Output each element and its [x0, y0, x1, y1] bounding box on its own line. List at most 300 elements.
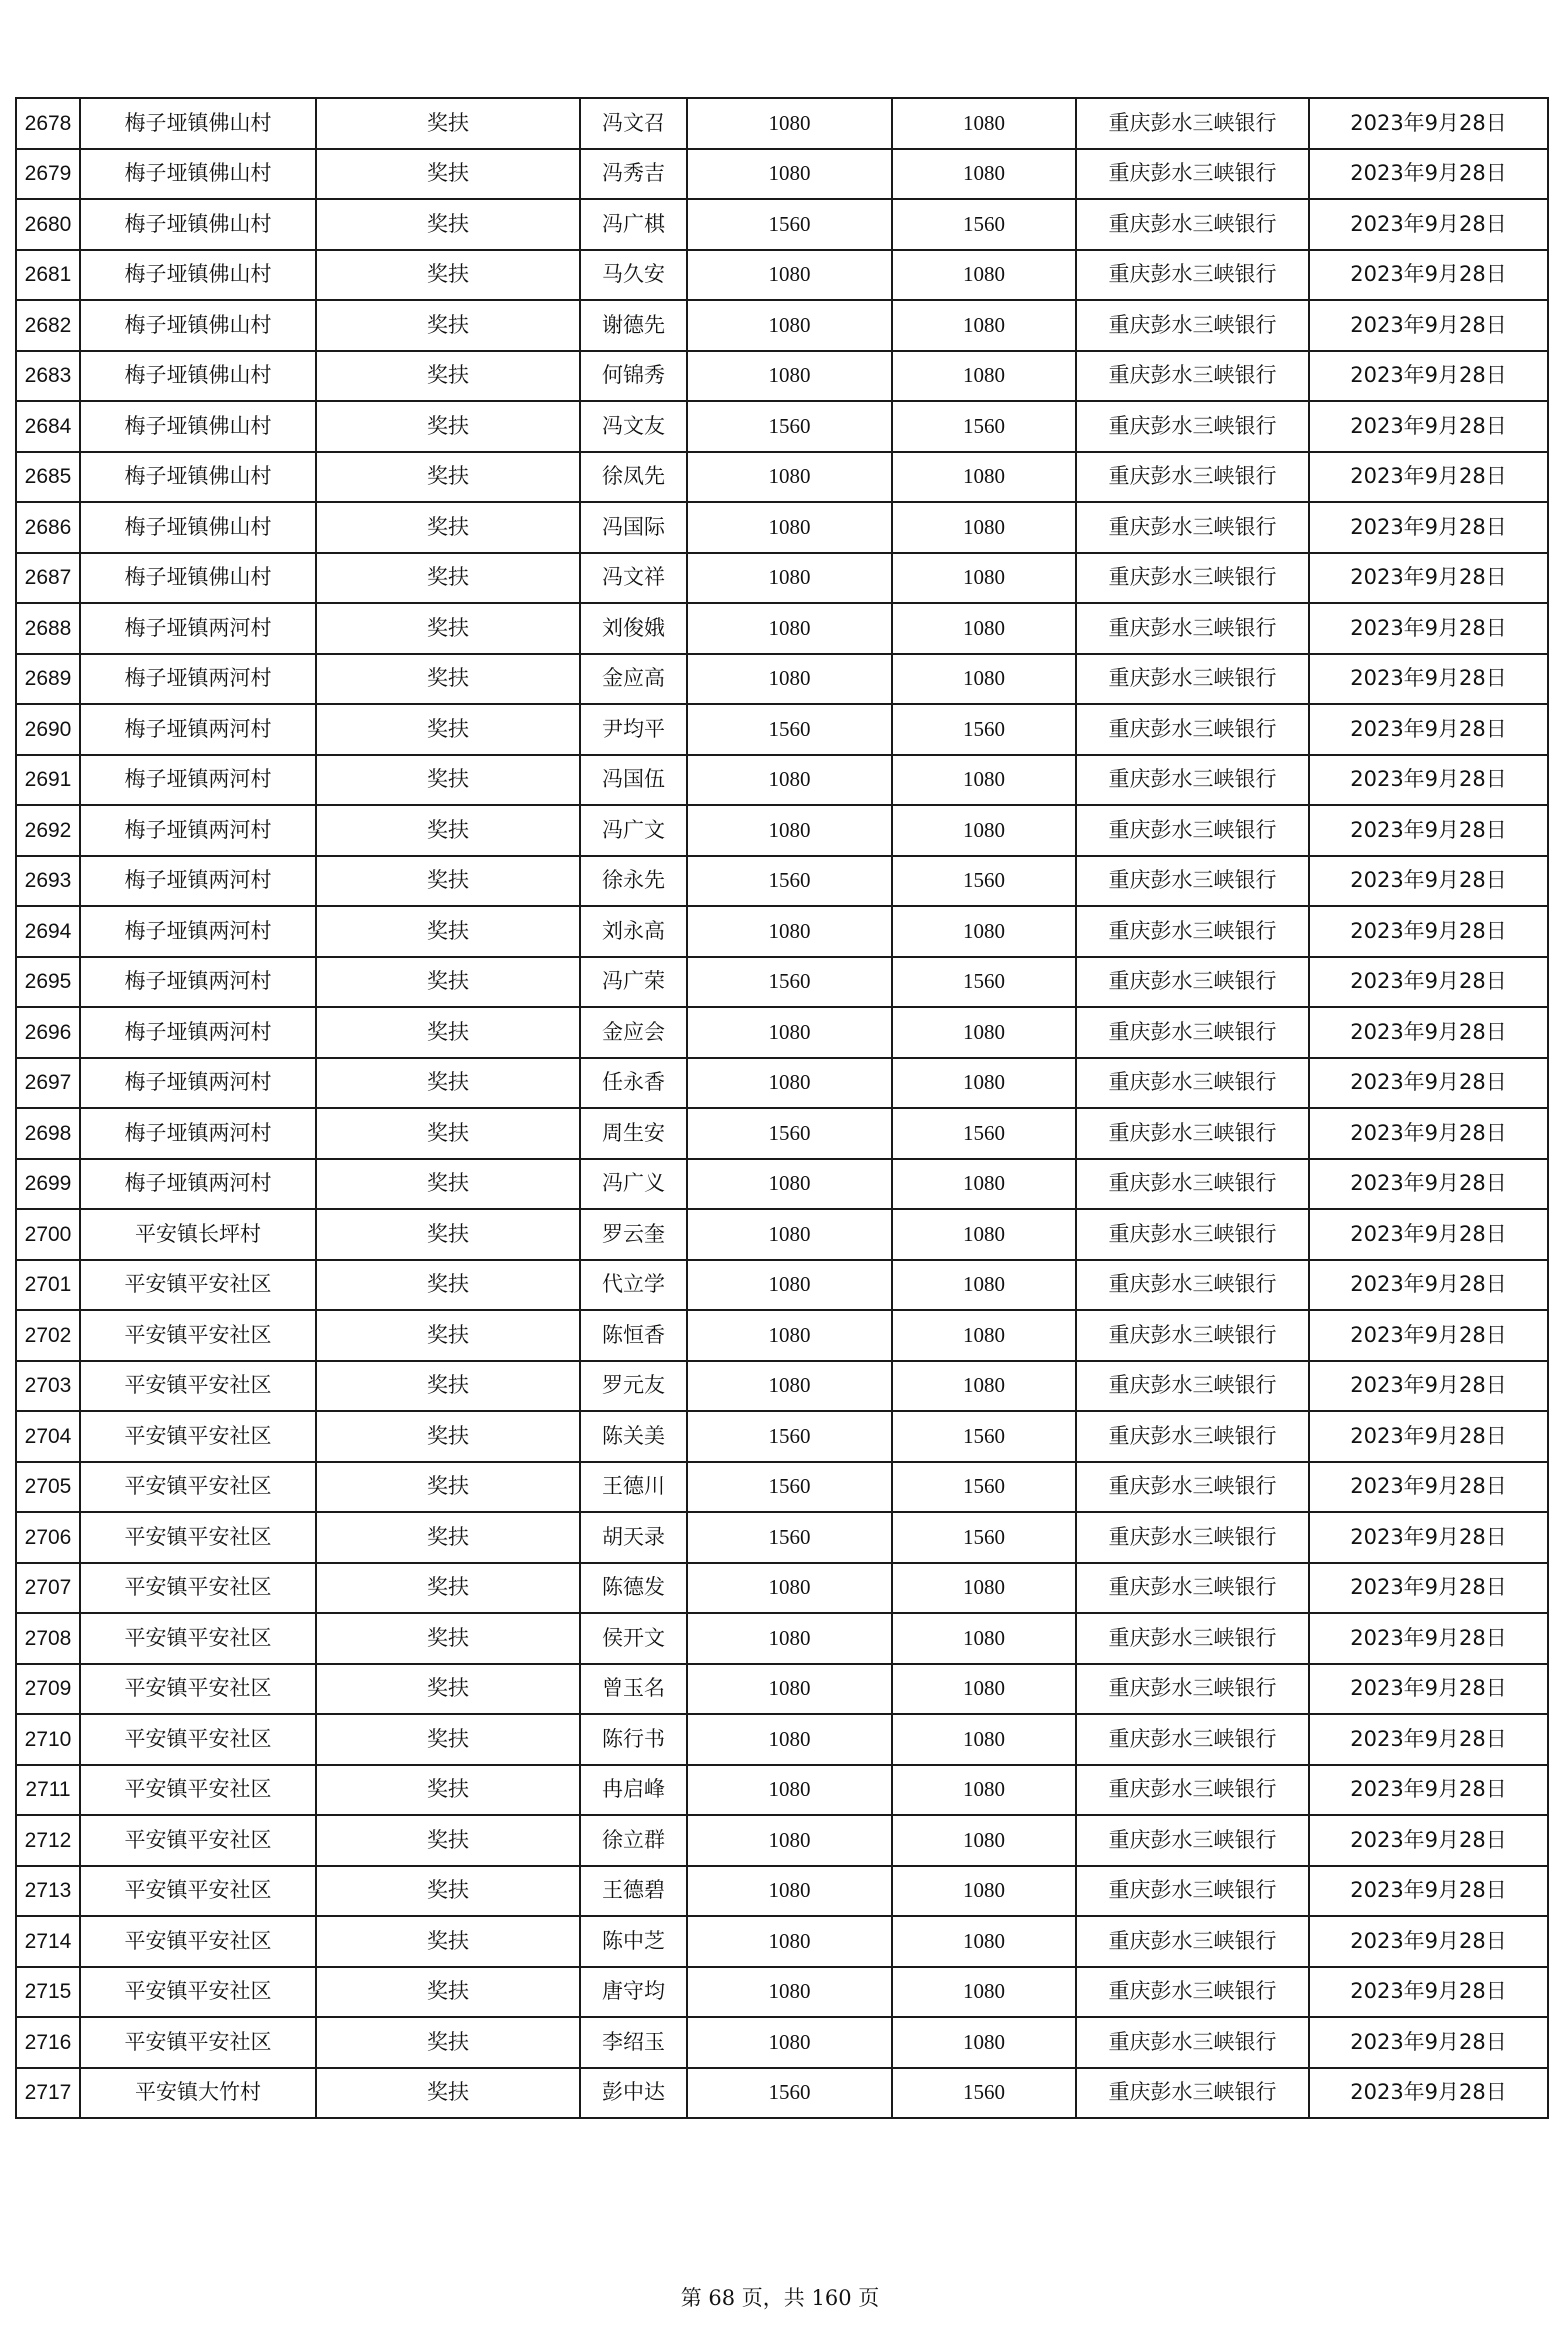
payment-date-cell: 2023年9月28日	[1309, 351, 1548, 402]
bank-cell: 重庆彭水三峡银行	[1076, 1866, 1309, 1917]
row-index-cell: 2686	[16, 502, 80, 553]
payment-table	[15, 97, 1549, 2119]
recipient-name-cell: 陈恒香	[580, 1310, 687, 1361]
paid-amount-cell: 1080	[892, 1209, 1076, 1260]
payment-date-cell: 2023年9月28日	[1309, 957, 1548, 1008]
paid-amount-cell: 1080	[892, 755, 1076, 806]
village-cell: 梅子垭镇两河村	[80, 1007, 316, 1058]
paid-amount-cell: 1080	[892, 98, 1076, 149]
payment-date-cell: 2023年9月28日	[1309, 1260, 1548, 1311]
subsidy-type-cell: 奖扶	[316, 957, 580, 1008]
paid-amount-cell: 1560	[892, 957, 1076, 1008]
paid-amount-cell: 1080	[892, 1664, 1076, 1715]
row-index-cell: 2703	[16, 1361, 80, 1412]
bank-cell: 重庆彭水三峡银行	[1076, 1462, 1309, 1513]
row-index-cell: 2715	[16, 1967, 80, 2018]
paid-amount-cell: 1080	[892, 1260, 1076, 1311]
paid-amount-cell: 1080	[892, 1714, 1076, 1765]
row-index-cell: 2714	[16, 1916, 80, 1967]
page-number-footer: 第 68 页，共 160 页	[680, 2286, 880, 2310]
village-cell: 梅子垭镇两河村	[80, 957, 316, 1008]
paid-amount-cell: 1080	[892, 1310, 1076, 1361]
subsidy-type-cell: 奖扶	[316, 1159, 580, 1210]
bank-cell: 重庆彭水三峡银行	[1076, 1007, 1309, 1058]
subsidy-type-cell: 奖扶	[316, 300, 580, 351]
paid-amount-cell: 1080	[892, 351, 1076, 402]
payment-date-cell: 2023年9月28日	[1309, 1967, 1548, 2018]
amount-cell: 1560	[687, 957, 892, 1008]
subsidy-type-cell: 奖扶	[316, 1512, 580, 1563]
amount-cell: 1080	[687, 1664, 892, 1715]
payment-date-cell: 2023年9月28日	[1309, 1411, 1548, 1462]
village-cell: 梅子垭镇两河村	[80, 906, 316, 957]
village-cell: 梅子垭镇两河村	[80, 654, 316, 705]
row-index-cell: 2710	[16, 1714, 80, 1765]
table-row	[16, 1613, 1548, 1664]
amount-cell: 1080	[687, 1967, 892, 2018]
paid-amount-cell: 1080	[892, 654, 1076, 705]
village-cell: 梅子垭镇佛山村	[80, 199, 316, 250]
row-index-cell: 2687	[16, 553, 80, 604]
bank-cell: 重庆彭水三峡银行	[1076, 1714, 1309, 1765]
table-row	[16, 1866, 1548, 1917]
bank-cell: 重庆彭水三峡银行	[1076, 1411, 1309, 1462]
amount-cell: 1080	[687, 502, 892, 553]
recipient-name-cell: 陈行书	[580, 1714, 687, 1765]
bank-cell: 重庆彭水三峡银行	[1076, 1058, 1309, 1109]
amount-cell: 1080	[687, 1815, 892, 1866]
amount-cell: 1080	[687, 1310, 892, 1361]
table-row	[16, 1664, 1548, 1715]
paid-amount-cell: 1560	[892, 1108, 1076, 1159]
table-row	[16, 603, 1548, 654]
village-cell: 平安镇平安社区	[80, 2017, 316, 2068]
payment-date-cell: 2023年9月28日	[1309, 1209, 1548, 1260]
table-row	[16, 1916, 1548, 1967]
amount-cell: 1560	[687, 401, 892, 452]
paid-amount-cell: 1560	[892, 199, 1076, 250]
subsidy-type-cell: 奖扶	[316, 1209, 580, 1260]
recipient-name-cell: 罗元友	[580, 1361, 687, 1412]
row-index-cell: 2717	[16, 2068, 80, 2119]
table-row	[16, 1411, 1548, 1462]
payment-date-cell: 2023年9月28日	[1309, 199, 1548, 250]
subsidy-type-cell: 奖扶	[316, 1967, 580, 2018]
amount-cell: 1080	[687, 2017, 892, 2068]
table-row	[16, 1361, 1548, 1412]
payment-date-cell: 2023年9月28日	[1309, 1664, 1548, 1715]
bank-cell: 重庆彭水三峡银行	[1076, 351, 1309, 402]
village-cell: 平安镇平安社区	[80, 1916, 316, 1967]
village-cell: 梅子垭镇两河村	[80, 704, 316, 755]
row-index-cell: 2689	[16, 654, 80, 705]
subsidy-type-cell: 奖扶	[316, 1866, 580, 1917]
subsidy-type-cell: 奖扶	[316, 1714, 580, 1765]
paid-amount-cell: 1080	[892, 1563, 1076, 1614]
amount-cell: 1080	[687, 1058, 892, 1109]
row-index-cell: 2690	[16, 704, 80, 755]
amount-cell: 1560	[687, 704, 892, 755]
payment-date-cell: 2023年9月28日	[1309, 1361, 1548, 1412]
subsidy-type-cell: 奖扶	[316, 1361, 580, 1412]
row-index-cell: 2680	[16, 199, 80, 250]
payment-date-cell: 2023年9月28日	[1309, 755, 1548, 806]
row-index-cell: 2688	[16, 603, 80, 654]
recipient-name-cell: 冉启峰	[580, 1765, 687, 1816]
paid-amount-cell: 1080	[892, 300, 1076, 351]
recipient-name-cell: 马久安	[580, 250, 687, 301]
bank-cell: 重庆彭水三峡银行	[1076, 1159, 1309, 1210]
amount-cell: 1560	[687, 1411, 892, 1462]
village-cell: 平安镇平安社区	[80, 1462, 316, 1513]
payment-date-cell: 2023年9月28日	[1309, 1815, 1548, 1866]
table-row	[16, 1058, 1548, 1109]
table-row	[16, 906, 1548, 957]
subsidy-type-cell: 奖扶	[316, 1058, 580, 1109]
paid-amount-cell: 1080	[892, 553, 1076, 604]
village-cell: 平安镇平安社区	[80, 1361, 316, 1412]
row-index-cell: 2700	[16, 1209, 80, 1260]
row-index-cell: 2702	[16, 1310, 80, 1361]
bank-cell: 重庆彭水三峡银行	[1076, 1310, 1309, 1361]
subsidy-type-cell: 奖扶	[316, 502, 580, 553]
subsidy-type-cell: 奖扶	[316, 1462, 580, 1513]
table-row	[16, 149, 1548, 200]
paid-amount-cell: 1560	[892, 1462, 1076, 1513]
recipient-name-cell: 冯广文	[580, 805, 687, 856]
recipient-name-cell: 陈中芝	[580, 1916, 687, 1967]
row-index-cell: 2713	[16, 1866, 80, 1917]
subsidy-type-cell: 奖扶	[316, 603, 580, 654]
amount-cell: 1080	[687, 1260, 892, 1311]
recipient-name-cell: 冯文祥	[580, 553, 687, 604]
amount-cell: 1560	[687, 199, 892, 250]
table-row	[16, 1310, 1548, 1361]
payment-date-cell: 2023年9月28日	[1309, 1007, 1548, 1058]
subsidy-type-cell: 奖扶	[316, 1765, 580, 1816]
recipient-name-cell: 唐守均	[580, 1967, 687, 2018]
row-index-cell: 2694	[16, 906, 80, 957]
table-row	[16, 1159, 1548, 1210]
row-index-cell: 2683	[16, 351, 80, 402]
paid-amount-cell: 1080	[892, 1058, 1076, 1109]
subsidy-type-cell: 奖扶	[316, 401, 580, 452]
paid-amount-cell: 1560	[892, 856, 1076, 907]
table-row	[16, 654, 1548, 705]
recipient-name-cell: 曾玉名	[580, 1664, 687, 1715]
bank-cell: 重庆彭水三峡银行	[1076, 755, 1309, 806]
village-cell: 平安镇平安社区	[80, 1512, 316, 1563]
subsidy-type-cell: 奖扶	[316, 149, 580, 200]
payment-date-cell: 2023年9月28日	[1309, 1512, 1548, 1563]
paid-amount-cell: 1560	[892, 401, 1076, 452]
row-index-cell: 2709	[16, 1664, 80, 1715]
payment-date-cell: 2023年9月28日	[1309, 906, 1548, 957]
payment-date-cell: 2023年9月28日	[1309, 452, 1548, 503]
village-cell: 平安镇平安社区	[80, 1310, 316, 1361]
bank-cell: 重庆彭水三峡银行	[1076, 199, 1309, 250]
paid-amount-cell: 1080	[892, 1815, 1076, 1866]
bank-cell: 重庆彭水三峡银行	[1076, 1613, 1309, 1664]
row-index-cell: 2716	[16, 2017, 80, 2068]
amount-cell: 1080	[687, 452, 892, 503]
bank-cell: 重庆彭水三峡银行	[1076, 1664, 1309, 1715]
bank-cell: 重庆彭水三峡银行	[1076, 149, 1309, 200]
village-cell: 平安镇平安社区	[80, 1714, 316, 1765]
amount-cell: 1080	[687, 1916, 892, 1967]
village-cell: 梅子垭镇佛山村	[80, 553, 316, 604]
table-row	[16, 1967, 1548, 2018]
payment-date-cell: 2023年9月28日	[1309, 1563, 1548, 1614]
amount-cell: 1080	[687, 149, 892, 200]
recipient-name-cell: 尹均平	[580, 704, 687, 755]
row-index-cell: 2693	[16, 856, 80, 907]
subsidy-type-cell: 奖扶	[316, 1310, 580, 1361]
subsidy-type-cell: 奖扶	[316, 2068, 580, 2119]
payment-date-cell: 2023年9月28日	[1309, 401, 1548, 452]
row-index-cell: 2678	[16, 98, 80, 149]
recipient-name-cell: 陈德发	[580, 1563, 687, 1614]
payment-date-cell: 2023年9月28日	[1309, 2017, 1548, 2068]
recipient-name-cell: 胡天录	[580, 1512, 687, 1563]
recipient-name-cell: 谢德先	[580, 300, 687, 351]
row-index-cell: 2706	[16, 1512, 80, 1563]
subsidy-type-cell: 奖扶	[316, 1916, 580, 1967]
village-cell: 梅子垭镇两河村	[80, 603, 316, 654]
amount-cell: 1080	[687, 1361, 892, 1412]
amount-cell: 1080	[687, 1866, 892, 1917]
village-cell: 平安镇平安社区	[80, 1563, 316, 1614]
table-row	[16, 98, 1548, 149]
table-row	[16, 704, 1548, 755]
bank-cell: 重庆彭水三峡银行	[1076, 1765, 1309, 1816]
paid-amount-cell: 1080	[892, 2017, 1076, 2068]
paid-amount-cell: 1560	[892, 2068, 1076, 2119]
subsidy-type-cell: 奖扶	[316, 2017, 580, 2068]
recipient-name-cell: 王德碧	[580, 1866, 687, 1917]
payment-date-cell: 2023年9月28日	[1309, 856, 1548, 907]
recipient-name-cell: 刘俊娥	[580, 603, 687, 654]
bank-cell: 重庆彭水三峡银行	[1076, 1815, 1309, 1866]
bank-cell: 重庆彭水三峡银行	[1076, 502, 1309, 553]
bank-cell: 重庆彭水三峡银行	[1076, 98, 1309, 149]
row-index-cell: 2707	[16, 1563, 80, 1614]
row-index-cell: 2679	[16, 149, 80, 200]
table-row	[16, 351, 1548, 402]
row-index-cell: 2704	[16, 1411, 80, 1462]
bank-cell: 重庆彭水三峡银行	[1076, 906, 1309, 957]
amount-cell: 1080	[687, 603, 892, 654]
recipient-name-cell: 陈关美	[580, 1411, 687, 1462]
payment-date-cell: 2023年9月28日	[1309, 603, 1548, 654]
paid-amount-cell: 1080	[892, 1866, 1076, 1917]
paid-amount-cell: 1080	[892, 1007, 1076, 1058]
subsidy-type-cell: 奖扶	[316, 1563, 580, 1614]
row-index-cell: 2711	[16, 1765, 80, 1816]
recipient-name-cell: 冯广荣	[580, 957, 687, 1008]
recipient-name-cell: 金应会	[580, 1007, 687, 1058]
village-cell: 平安镇平安社区	[80, 1866, 316, 1917]
amount-cell: 1560	[687, 1462, 892, 1513]
payment-date-cell: 2023年9月28日	[1309, 149, 1548, 200]
subsidy-type-cell: 奖扶	[316, 1613, 580, 1664]
village-cell: 梅子垭镇两河村	[80, 755, 316, 806]
bank-cell: 重庆彭水三峡银行	[1076, 401, 1309, 452]
subsidy-type-cell: 奖扶	[316, 250, 580, 301]
bank-cell: 重庆彭水三峡银行	[1076, 553, 1309, 604]
subsidy-type-cell: 奖扶	[316, 1664, 580, 1715]
table-row	[16, 755, 1548, 806]
payment-date-cell: 2023年9月28日	[1309, 1916, 1548, 1967]
row-index-cell: 2692	[16, 805, 80, 856]
subsidy-type-cell: 奖扶	[316, 98, 580, 149]
amount-cell: 1080	[687, 755, 892, 806]
amount-cell: 1080	[687, 1613, 892, 1664]
payment-date-cell: 2023年9月28日	[1309, 2068, 1548, 2119]
bank-cell: 重庆彭水三峡银行	[1076, 957, 1309, 1008]
amount-cell: 1080	[687, 1159, 892, 1210]
bank-cell: 重庆彭水三峡银行	[1076, 704, 1309, 755]
village-cell: 梅子垭镇两河村	[80, 1108, 316, 1159]
recipient-name-cell: 冯国伍	[580, 755, 687, 806]
subsidy-type-cell: 奖扶	[316, 553, 580, 604]
recipient-name-cell: 徐凤先	[580, 452, 687, 503]
amount-cell: 1560	[687, 1108, 892, 1159]
row-index-cell: 2698	[16, 1108, 80, 1159]
row-index-cell: 2681	[16, 250, 80, 301]
recipient-name-cell: 徐立群	[580, 1815, 687, 1866]
payment-date-cell: 2023年9月28日	[1309, 1613, 1548, 1664]
recipient-name-cell: 侯开文	[580, 1613, 687, 1664]
village-cell: 梅子垭镇佛山村	[80, 351, 316, 402]
payment-date-cell: 2023年9月28日	[1309, 1462, 1548, 1513]
recipient-name-cell: 彭中达	[580, 2068, 687, 2119]
recipient-name-cell: 代立学	[580, 1260, 687, 1311]
paid-amount-cell: 1080	[892, 452, 1076, 503]
table-body	[16, 98, 1548, 2118]
bank-cell: 重庆彭水三峡银行	[1076, 603, 1309, 654]
recipient-name-cell: 冯文召	[580, 98, 687, 149]
paid-amount-cell: 1080	[892, 1361, 1076, 1412]
row-index-cell: 2696	[16, 1007, 80, 1058]
paid-amount-cell: 1080	[892, 1765, 1076, 1816]
bank-cell: 重庆彭水三峡银行	[1076, 1361, 1309, 1412]
paid-amount-cell: 1560	[892, 1512, 1076, 1563]
payment-date-cell: 2023年9月28日	[1309, 300, 1548, 351]
subsidy-type-cell: 奖扶	[316, 452, 580, 503]
subsidy-type-cell: 奖扶	[316, 856, 580, 907]
table-row	[16, 452, 1548, 503]
bank-cell: 重庆彭水三峡银行	[1076, 1209, 1309, 1260]
village-cell: 梅子垭镇两河村	[80, 856, 316, 907]
village-cell: 平安镇平安社区	[80, 1613, 316, 1664]
recipient-name-cell: 冯国际	[580, 502, 687, 553]
recipient-name-cell: 罗云奎	[580, 1209, 687, 1260]
subsidy-type-cell: 奖扶	[316, 1815, 580, 1866]
subsidy-type-cell: 奖扶	[316, 906, 580, 957]
paid-amount-cell: 1080	[892, 805, 1076, 856]
table-row	[16, 1108, 1548, 1159]
bank-cell: 重庆彭水三峡银行	[1076, 805, 1309, 856]
table-row	[16, 553, 1548, 604]
amount-cell: 1080	[687, 805, 892, 856]
amount-cell: 1080	[687, 1714, 892, 1765]
table-row	[16, 502, 1548, 553]
table-row	[16, 401, 1548, 452]
table-row	[16, 199, 1548, 250]
amount-cell: 1080	[687, 1209, 892, 1260]
amount-cell: 1080	[687, 906, 892, 957]
bank-cell: 重庆彭水三峡银行	[1076, 1563, 1309, 1614]
amount-cell: 1080	[687, 351, 892, 402]
row-index-cell: 2705	[16, 1462, 80, 1513]
recipient-name-cell: 王德川	[580, 1462, 687, 1513]
payment-date-cell: 2023年9月28日	[1309, 704, 1548, 755]
payment-date-cell: 2023年9月28日	[1309, 1765, 1548, 1816]
village-cell: 平安镇长坪村	[80, 1209, 316, 1260]
payment-date-cell: 2023年9月28日	[1309, 805, 1548, 856]
table-row	[16, 1563, 1548, 1614]
subsidy-type-cell: 奖扶	[316, 351, 580, 402]
amount-cell: 1080	[687, 250, 892, 301]
row-index-cell: 2695	[16, 957, 80, 1008]
paid-amount-cell: 1080	[892, 906, 1076, 957]
row-index-cell: 2684	[16, 401, 80, 452]
amount-cell: 1080	[687, 1563, 892, 1614]
bank-cell: 重庆彭水三峡银行	[1076, 1512, 1309, 1563]
subsidy-type-cell: 奖扶	[316, 1411, 580, 1462]
row-index-cell: 2712	[16, 1815, 80, 1866]
bank-cell: 重庆彭水三峡银行	[1076, 2017, 1309, 2068]
village-cell: 梅子垭镇佛山村	[80, 502, 316, 553]
table-row	[16, 805, 1548, 856]
bank-cell: 重庆彭水三峡银行	[1076, 2068, 1309, 2119]
village-cell: 平安镇平安社区	[80, 1967, 316, 2018]
amount-cell: 1080	[687, 1007, 892, 1058]
paid-amount-cell: 1080	[892, 1916, 1076, 1967]
paid-amount-cell: 1080	[892, 149, 1076, 200]
bank-cell: 重庆彭水三峡银行	[1076, 1916, 1309, 1967]
recipient-name-cell: 冯秀吉	[580, 149, 687, 200]
recipient-name-cell: 冯文友	[580, 401, 687, 452]
village-cell: 梅子垭镇佛山村	[80, 452, 316, 503]
row-index-cell: 2697	[16, 1058, 80, 1109]
payment-date-cell: 2023年9月28日	[1309, 1108, 1548, 1159]
village-cell: 平安镇平安社区	[80, 1260, 316, 1311]
payment-date-cell: 2023年9月28日	[1309, 1866, 1548, 1917]
payment-date-cell: 2023年9月28日	[1309, 250, 1548, 301]
payment-date-cell: 2023年9月28日	[1309, 1714, 1548, 1765]
payment-date-cell: 2023年9月28日	[1309, 654, 1548, 705]
subsidy-type-cell: 奖扶	[316, 704, 580, 755]
subsidy-type-cell: 奖扶	[316, 1108, 580, 1159]
payment-date-cell: 2023年9月28日	[1309, 502, 1548, 553]
village-cell: 平安镇平安社区	[80, 1411, 316, 1462]
bank-cell: 重庆彭水三峡银行	[1076, 452, 1309, 503]
table-row	[16, 1714, 1548, 1765]
village-cell: 梅子垭镇两河村	[80, 805, 316, 856]
village-cell: 平安镇平安社区	[80, 1815, 316, 1866]
subsidy-type-cell: 奖扶	[316, 755, 580, 806]
amount-cell: 1080	[687, 553, 892, 604]
payment-table-container	[15, 97, 1547, 2119]
subsidy-type-cell: 奖扶	[316, 805, 580, 856]
table-row	[16, 1815, 1548, 1866]
village-cell: 梅子垭镇佛山村	[80, 98, 316, 149]
amount-cell: 1560	[687, 2068, 892, 2119]
payment-date-cell: 2023年9月28日	[1309, 98, 1548, 149]
table-row	[16, 856, 1548, 907]
